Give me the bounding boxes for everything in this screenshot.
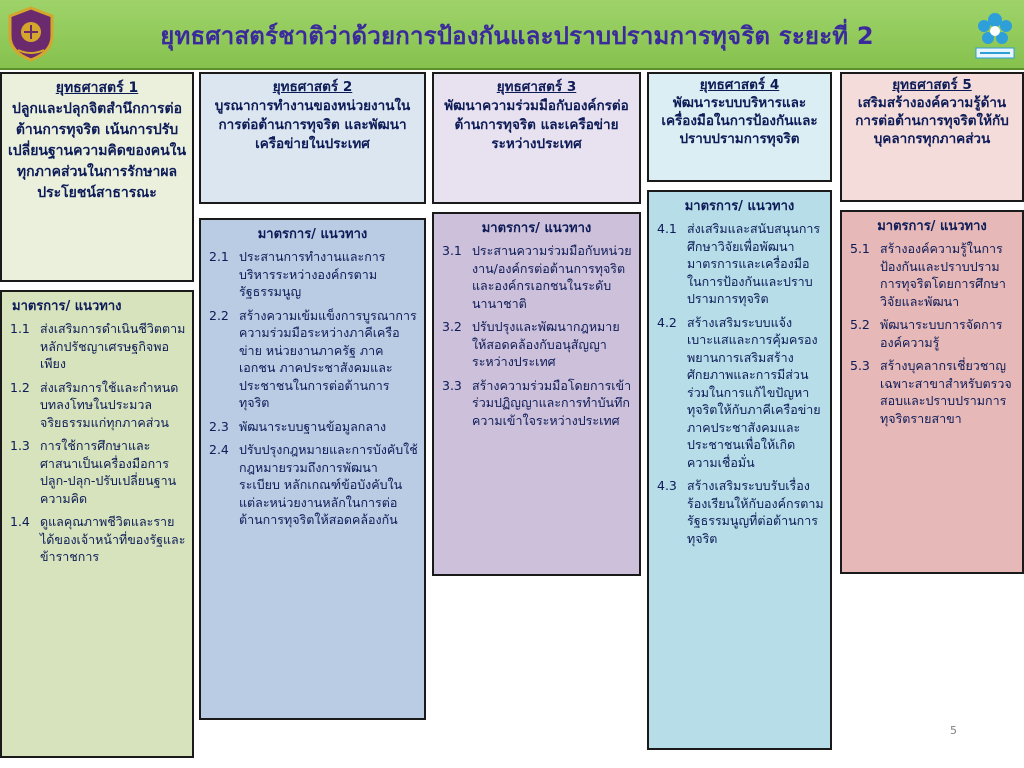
strategy-5-measures	[840, 210, 1024, 574]
measure-5-1: 5.1 สร้างองค์ความรู้ในการป้องกันและปราบปรามการทุจริตโดยการศึกษาวิจัยและพัฒนา	[850, 241, 1006, 309]
page-title: ยุทธศาสตร์ชาติว่าด้วยการป้องกันและปราบปรามการทุจริต ระยะที่ 2	[160, 22, 874, 50]
measure-4-3: 4.3 สร้างเสริมระบบรับเรื่องร้องเรียนให้กับองค์กรตามรัฐธรรมนูญที่ต่อต้านการทุจริต	[657, 478, 824, 546]
measure-3-2: 3.2 ปรับปรุงและพัฒนากฎหมายให้สอดคล้องกับอนุสัญญาระหว่างประเทศ	[442, 319, 620, 369]
measures-title: มาตรการ/ แนวทาง	[12, 299, 122, 314]
measure-5-3: 5.3 สร้างบุคลากรเชี่ยวชาญเฉพาะสาขาสำหรับตรวจสอบและปราบปรามการทุจริตรายสาขา	[850, 358, 1012, 426]
measure-3-1: 3.1 ประสานความร่วมมือกับหน่วยงาน/องค์กรต่อต้านการทุจริตและองค์กรเอกชนในระดับนานาชาติ	[442, 243, 632, 311]
strategy-3-measures	[432, 212, 641, 576]
title-banner	[0, 0, 1024, 70]
strategy-4-header	[647, 72, 832, 182]
measure-2-4: 2.4 ปรับปรุงกฎหมายและการบังคับใช้กฎหมายรวมถึงการพัฒนาระเบียบ หลักเกณฑ์ข้อบังคับในแต่ละหน่วยงานหลักในการต่อต้านการทุจริตให้สอดคล้องกัน	[209, 442, 418, 527]
anti-corruption-logo-icon	[968, 4, 1022, 68]
page-number: 5	[950, 724, 957, 737]
measure-2-2: 2.2 สร้างความเข้มแข็งการบูรณาการความร่วมมือระหว่างภาคีเครือข่าย หน่วยงานภาครัฐ ภาคเอกชน ภาคประชาสังคมและประชาชนในการต่อต้านการทุจริต	[209, 307, 417, 410]
measure-1-2: 1.2 ส่งเสริมการใช้และกำหนดบทลงโทษในประมวลจริยธรรมแก่ทุกภาคส่วน	[10, 379, 179, 430]
strategy-5-header	[840, 72, 1024, 202]
strategy-2-number: ยุทธศาสตร์ 2	[272, 79, 353, 95]
strategy-3-header	[432, 72, 641, 204]
measure-3-3: 3.3 สร้างความร่วมมือโดยการเข้าร่วมปฏิญญาและการทำบันทึกความเข้าใจระหว่างประเทศ	[442, 377, 632, 428]
strategy-1-measures	[0, 290, 194, 758]
measure-1-1: 1.1 ส่งเสริมการดำเนินชีวิตตามหลักปรัชญาเศรษฐกิจพอเพียง	[10, 321, 186, 371]
measure-1-4: 1.4 ดูแลคุณภาพชีวิตและรายได้ของเจ้าหน้าที่ของรัฐและข้าราชการ	[10, 514, 186, 564]
strategy-4-measures	[647, 190, 832, 750]
measure-5-2: 5.2 พัฒนาระบบการจัดการองค์ความรู้	[850, 317, 1003, 350]
strategy-1-number: ยุทธศาสตร์ 1	[55, 80, 139, 96]
measure-4-2: 4.2 สร้างเสริมระบบแจ้งเบาะแสและการคุ้มครองพยานการเสริมสร้างศักยภาพและการมีส่วนร่วมในการแก้ไขปัญหาทุจริตให้กับภาคีเครือข่ายภาคประชาสังคมและประชาชนเพื่อให้เกิดความเชื่อมั่น	[657, 314, 821, 470]
strategy-5-number: ยุทธศาสตร์ 5	[892, 77, 972, 93]
measures-title: มาตรการ/ แนวทาง	[257, 227, 368, 242]
measure-4-1: 4.1 ส่งเสริมและสนับสนุนการศึกษาวิจัยเพื่อพัฒนามาตรการและเครื่องมือในการป้องกันและปราบปรามการทุจริต	[657, 221, 821, 306]
measures-title: มาตรการ/ แนวทาง	[684, 199, 795, 214]
strategy-3-title: พัฒนาความร่วมมือกับองค์กรต่อต้านการทุจริต และเครือข่ายระหว่างประเทศ	[444, 98, 629, 152]
emblem-icon	[8, 6, 54, 62]
strategy-4-title: พัฒนาระบบบริหารและเครื่องมือในการป้องกันและปราบปรามการทุจริต	[661, 95, 818, 147]
strategy-5-title: เสริมสร้างองค์ความรู้ด้านการต่อต้านการทุจริตให้กับบุคลากรทุกภาคส่วน	[855, 95, 1009, 147]
strategy-1-title: ปลูกและปลุกจิตสำนึกการต่อต้านการทุจริต เน้นการปรับเปลี่ยนฐานความคิดของคนในทุกภาคส่วนในการรักษาผลประโยชน์สาธารณะ	[7, 101, 187, 201]
strategy-3-number: ยุทธศาสตร์ 3	[496, 79, 577, 95]
measures-title: มาตรการ/ แนวทาง	[481, 221, 592, 236]
strategy-2-title: บูรณาการทำงานของหน่วยงานในการต่อต้านการทุจริต และพัฒนาเครือข่ายในประเทศ	[214, 98, 411, 152]
strategy-4-number: ยุทธศาสตร์ 4	[699, 77, 780, 93]
strategy-2-header	[199, 72, 426, 204]
strategy-2-measures	[199, 218, 426, 720]
measure-2-3: 2.3 พัฒนาระบบฐานข้อมูลกลาง	[209, 418, 387, 434]
measure-1-3: 1.3 การใช้การศึกษาและศาสนาเป็นเครื่องมือการปลูก-ปลุก-ปรับเปลี่ยนฐานความคิด	[10, 438, 177, 506]
measure-2-1: 2.1 ประสานการทำงานและการบริหารระหว่างองค์กรตามรัฐธรรมนูญ	[209, 249, 386, 299]
measures-title: มาตรการ/ แนวทาง	[877, 219, 987, 234]
strategy-1-header	[0, 72, 194, 282]
